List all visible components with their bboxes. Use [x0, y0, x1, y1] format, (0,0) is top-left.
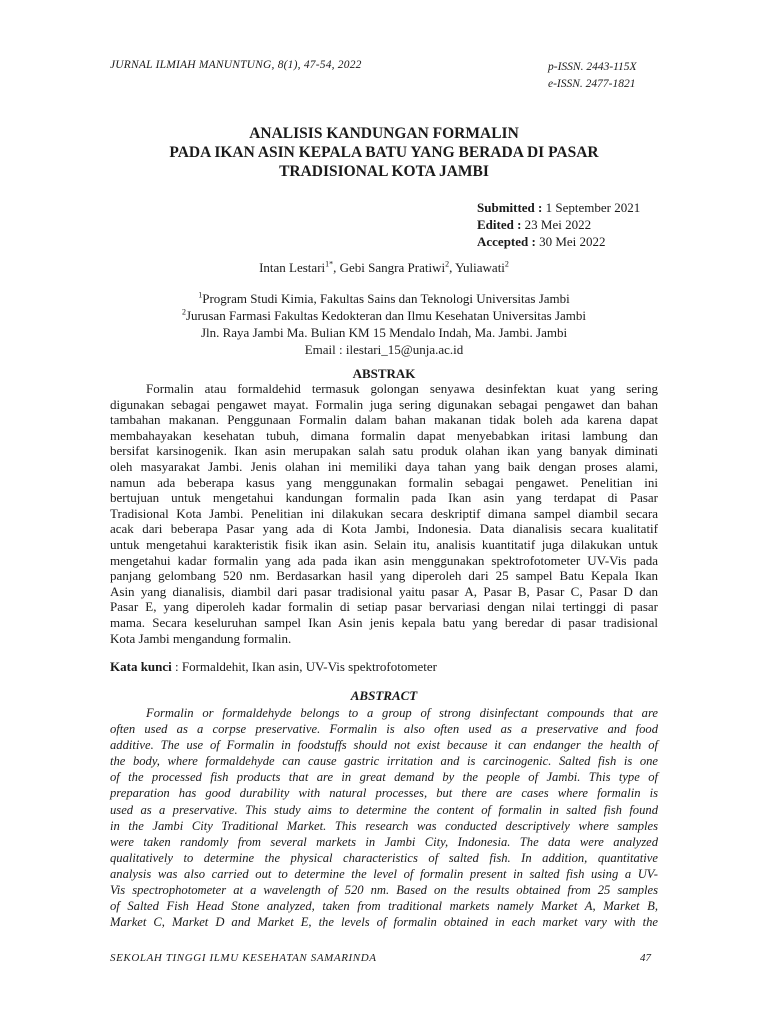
affiliation-1: $^1$Program Studi Kimia, Fakultas Sains dan Teknologi Universitas Jambi [198, 290, 570, 306]
author-list: Intan Lestari$^{1*}$, Gebi Sangra Pratiwi$^2$, Yuliawati$^2$ [259, 259, 509, 275]
print-issn: p-ISSN. 2443-115X [548, 61, 637, 73]
abstract-body [110, 705, 658, 930]
paragraph-line: were taken randomly from several markets in Jambi City, Indonesia. The data were analyzed [110, 834, 658, 849]
paragraph-line: Formalin or formaldehyde belongs to a group of strong disinfectant compounds that are [146, 706, 658, 720]
paragraph-line: namun ada beberapa kasus yang menggunakan formalin sebagai pengawet. Penelitian ini [110, 474, 658, 490]
paragraph-line: in the Jambi City Traditional Market. This research was conducted descriptively where samples [110, 818, 658, 833]
paragraph-line: analysis was also carried out to determine the level of formalin present in salted fish using a UV- [110, 866, 658, 881]
paragraph-line: bersifat karsinogenik. Ikan asin merupakan salah satu produk olahan ikan yang banyak diminati [110, 443, 658, 459]
affiliation-2: $^2$Jurusan Farmasi Fakultas Kedokteran dan Ilmu Kesehatan Universitas Jambi [181, 307, 587, 323]
paragraph-line: Tradisional Kota Jambi. Penelitian ini dilakukan secara deskriptif dimana sampel diambil secara [110, 505, 658, 521]
submission-dates [477, 199, 640, 250]
footer-institution: SEKOLAH TINGGI ILMU KESEHATAN SAMARINDA [110, 952, 377, 964]
author-name: Gebi Sangra Pratiwi [339, 260, 446, 275]
abstract-heading: ABSTRACT [350, 688, 418, 703]
title-line: ANALISIS KANDUNGAN FORMALIN [249, 125, 519, 142]
accepted-date: Accepted : 30 Mei 2022 [477, 234, 606, 249]
author-name: Yuliawati [455, 260, 505, 275]
abstrak-heading: ABSTRAK [352, 366, 416, 381]
submitted-date: Submitted : 1 September 2021 [477, 200, 641, 215]
paragraph-line: of Salted Fish Head Stone analyzed, taken from traditional markets namely Market A, Market B, [110, 899, 658, 914]
email: Email : ilestari_15@unja.ac.id [304, 342, 464, 357]
paragraph-line: the body, where formaldehyde can cause gastric irritation and is carcinogenic. Salted fish is one [110, 754, 658, 769]
title-line: TRADISIONAL KOTA JAMBI [279, 163, 489, 180]
paragraph-line: qualitatively to determine the physical characteristics of salted fish. In addition, quantitative [110, 850, 658, 865]
paragraph-line: preparation has good durability with natural processes, but there are cases where formalin is [110, 786, 658, 801]
paragraph-line: panjang gelombang 520 nm. Berdasarkan hasil yang diperoleh dari 25 sampel Batu Kepala Ikan [110, 568, 658, 584]
title-line: PADA IKAN ASIN KEPALA BATU YANG BERADA DI PASAR [169, 144, 599, 161]
paragraph-line: of the processed fish products that are in great demand by the people of Jambi. This type of [110, 770, 658, 785]
paragraph-line: untuk mengetahui karakteristik fisik ikan asin. Selain itu, analisis kuantitatif juga dilakukan untuk [110, 536, 658, 552]
paragraph-line: acak dari beberapa Pasar yang ada di Kota Jambi, Indonesia. Data dianalisis secara kualitatif [110, 521, 658, 537]
paragraph-line: often used as a corpse preservative. Formalin is also often used as a preservative and food [110, 722, 658, 737]
paragraph-line: tambahan makanan. Penggunaan Formalin dalam bahan makanan tidak boleh ada karena dapat [110, 412, 658, 428]
paragraph-line: additive. The use of Formalin in foodstuffs should not exist because it can endanger the health of [110, 738, 658, 753]
paragraph-line: Pasar E, yang diperoleh kadar formalin di setiap pasar bervariasi dengan nilai tertinggi di pasar [110, 599, 658, 615]
paragraph-line: mama. Secara keseluruhan sampel Ikan Asin jenis kepala batu yang beredar di pasar tradisional [110, 614, 658, 630]
paragraph-line: digunakan sebagai pengawet mayat. Formalin juga sering digunakan sebagai pengawet dan bahan [110, 396, 658, 412]
paragraph-line: mengetahui kadar formalin yang ada pada ikan asin menggunakan spektrofotometer UV-Vis pada [110, 552, 658, 568]
paragraph-line: Vis spectrophotometer at a wavelength of 520 nm. Based on the results obtained from 25 samples [110, 883, 658, 898]
keywords-label: Kata kunci [110, 659, 172, 674]
paragraph-line: used as a preservative. This study aims to determine the content of formalin in salted fish found [110, 802, 658, 817]
paragraph-line: Formalin atau formaldehid termasuk golongan senyawa desinfektan kuat yang sering [146, 381, 658, 396]
journal-citation: JURNAL ILMIAH MANUNTUNG, 8(1), 47-54, 2022 [110, 59, 362, 71]
electronic-issn: e-ISSN. 2477-1821 [548, 78, 636, 90]
paragraph-line: oleh masyarakat Jambi. Jenis olahan ini memiliki daya tahan yang baik dengan proses alami, [110, 458, 658, 474]
keywords-text: : Formaldehit, Ikan asin, UV-Vis spektrofotometer [171, 659, 437, 674]
paragraph-line: Asin yang dianalisis, diambil dari pasar tradisional yaitu pasar A, Pasar B, Pasar C, Pasar D dan [110, 583, 658, 599]
author-name: Intan Lestari [259, 260, 326, 275]
paragraph-line: membahayakan kesehatan tubuh, dimana formalin dapat menyebabkan iritasi lambung dan [110, 427, 658, 443]
issn-block [548, 59, 637, 93]
address: Jln. Raya Jambi Ma. Bulian KM 15 Mendalo Indah, Ma. Jambi. Jambi [200, 325, 568, 340]
paper-title [80, 124, 688, 181]
keywords [110, 659, 437, 675]
abstrak-body [110, 381, 658, 646]
edited-date: Edited : 23 Mei 2022 [477, 217, 592, 232]
page-number: 47 [640, 952, 651, 964]
paragraph-line: Market C, Market D and Market E, the levels of formalin obtained in each market vary with the [110, 915, 658, 930]
paragraph-line: Kota Jambi mengandung formalin. [110, 630, 292, 646]
paragraph-line: bertujuan untuk mengetahui kandungan formalin pada Ikan asin yang terdapat di Pasar [110, 490, 658, 506]
affiliations [60, 290, 708, 358]
